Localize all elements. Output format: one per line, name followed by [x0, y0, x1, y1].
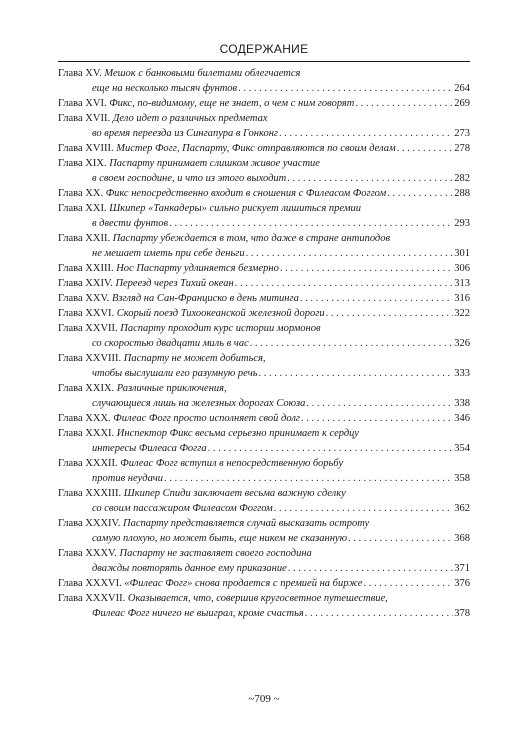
chapter-page-number: 346 [454, 413, 470, 424]
dot-leader [235, 276, 454, 291]
chapter-page-number: 362 [454, 503, 470, 514]
chapter-title: «Филеас Фогг» снова продается с премией на бирже [124, 578, 363, 589]
chapter-page-number: 306 [454, 263, 470, 274]
toc-entry [58, 321, 470, 351]
toc-entry [58, 411, 470, 426]
toc-entry [58, 426, 470, 456]
chapter-title: Паспарту принимает слишком живое участие [109, 158, 320, 169]
toc-entry-line [58, 426, 470, 441]
dot-leader [259, 366, 454, 381]
toc-entry [58, 156, 470, 186]
chapter-page-number: 313 [454, 278, 470, 289]
chapter-title: Фикс, по-видимому, еще не знает, о чем с ним говорят [109, 98, 355, 109]
chapter-title: Инспектор Фикс весьма серьезно принимает к сердцу [116, 428, 359, 439]
chapter-label: Глава XXXV. [58, 548, 117, 559]
dot-leader [279, 126, 453, 141]
toc-entry-line [58, 456, 470, 471]
page-number: ~709 ~ [248, 693, 280, 705]
toc-entry [58, 141, 470, 156]
chapter-page-number: 316 [454, 293, 470, 304]
chapter-title: Дело идет о различных предметах [112, 113, 268, 124]
dot-leader [246, 246, 454, 261]
chapter-label: Глава XX. [58, 188, 104, 199]
chapter-page-number: 338 [454, 398, 470, 409]
chapter-page-number: 278 [454, 143, 470, 154]
chapter-label: Глава XXIX. [58, 383, 115, 394]
chapter-title: со своим пассажиром Филеасом Фоггом [92, 503, 273, 514]
chapter-page-number: 368 [454, 533, 470, 544]
toc-entry [58, 276, 470, 291]
chapter-label: Глава XXI. [58, 203, 107, 214]
dot-leader [387, 186, 453, 201]
toc-entry-line [58, 336, 470, 351]
toc-entry-line [58, 516, 470, 531]
page-title: СОДЕРЖАНИЕ [219, 42, 309, 56]
toc-entry-line [58, 306, 470, 321]
toc-entry [58, 576, 470, 591]
chapter-label: Глава XXVI. [58, 308, 115, 319]
chapter-title: Паспарту убеждается в том, что даже в стране антиподов [112, 233, 391, 244]
chapter-page-number: 371 [454, 563, 470, 574]
chapter-title: Паспарту проходит курс истории мормонов [120, 323, 321, 334]
toc-entry-line [58, 126, 470, 141]
chapter-page-number: 358 [454, 473, 470, 484]
chapter-label: Глава XXXVII. [58, 593, 126, 604]
chapter-title: Мешок с банковыми билетами облегчается [104, 68, 301, 79]
chapter-title: Паспарту представляется случай высказать остроту [123, 518, 370, 529]
toc-entry-line [58, 546, 470, 561]
chapter-title: чтобы выслушали его разумную речь [92, 368, 258, 379]
chapter-label: Глава XVIII. [58, 143, 114, 154]
dot-leader [250, 336, 454, 351]
dot-leader [208, 441, 454, 456]
chapter-label: Глава XXXI. [58, 428, 115, 439]
chapter-label: Глава XXX. [58, 413, 111, 424]
dot-leader [169, 216, 453, 231]
toc-entry-line [58, 81, 470, 96]
chapter-title: интересы Филеаса Фогга [92, 443, 207, 454]
dot-leader [274, 501, 454, 516]
dot-leader [397, 141, 454, 156]
chapter-title: в своем господине, и что из этого выходит [92, 173, 287, 184]
dot-leader [326, 306, 454, 321]
toc-entry-line [58, 591, 470, 606]
chapter-title: Шкипер Спиди заключает весьма важную сделку [123, 488, 346, 499]
chapter-title: Филеас Фогг вступил в непосредственную борьбу [120, 458, 344, 469]
toc-entry-line [58, 171, 470, 186]
chapter-title: Филеас Фогг ничего не выиграл, кроме счастья [92, 608, 304, 619]
table-of-contents [58, 66, 470, 621]
chapter-title: Паспарту не может добиться, [123, 353, 266, 364]
dot-leader [363, 576, 453, 591]
chapter-title: Взгляд на Сан-Франциско в день митинга [111, 293, 299, 304]
toc-entry-line [58, 231, 470, 246]
toc-entry-line [58, 576, 470, 591]
chapter-label: Глава XXXIV. [58, 518, 121, 529]
chapter-label: Глава XXII. [58, 233, 111, 244]
toc-entry [58, 591, 470, 621]
dot-leader [301, 411, 453, 426]
toc-entry-line [58, 186, 470, 201]
chapter-label: Глава XXIV. [58, 278, 113, 289]
toc-entry [58, 516, 470, 546]
toc-entry [58, 456, 470, 486]
chapter-title: Паспарту не заставляет своего господина [119, 548, 312, 559]
chapter-label: Глава XXIII. [58, 263, 114, 274]
chapter-label: Глава XXVIII. [58, 353, 122, 364]
toc-entry-line [58, 201, 470, 216]
chapter-title: Нос Паспарту удлиняется безмерно [116, 263, 279, 274]
toc-entry-line [58, 156, 470, 171]
toc-entry-line [58, 381, 470, 396]
dot-leader [238, 81, 453, 96]
dot-leader [305, 606, 454, 621]
chapter-page-number: 322 [454, 308, 470, 319]
toc-entry-line [58, 291, 470, 306]
toc-entry-line [58, 216, 470, 231]
toc-entry-line [58, 111, 470, 126]
chapter-label: Глава XVI. [58, 98, 107, 109]
toc-entry [58, 306, 470, 321]
chapter-label: Глава XIX. [58, 158, 107, 169]
toc-entry-line [58, 501, 470, 516]
chapter-page-number: 354 [454, 443, 470, 454]
chapter-title: случающиеся лишь на железных дорогах Союза [92, 398, 306, 409]
dot-leader [306, 396, 453, 411]
toc-entry-line [58, 366, 470, 381]
toc-entry [58, 261, 470, 276]
chapter-title: не мешает иметь при себе деньги [92, 248, 245, 259]
chapter-label: Глава XXV. [58, 293, 110, 304]
chapter-label: Глава XXXII. [58, 458, 118, 469]
chapter-page-number: 301 [454, 248, 470, 259]
chapter-title: Фикс непосредственно входит в сношения с Филеасом Фоггом [105, 188, 387, 199]
chapter-label: Глава XXVII. [58, 323, 118, 334]
toc-entry-line [58, 276, 470, 291]
toc-entry [58, 546, 470, 576]
chapter-title: в двести фунтов [92, 218, 169, 229]
dot-leader [355, 96, 453, 111]
chapter-label: Глава XXXVI. [58, 578, 122, 589]
toc-entry-line [58, 351, 470, 366]
chapter-title: Переезд через Тихий океан [115, 278, 234, 289]
toc-entry [58, 186, 470, 201]
toc-entry-line [58, 606, 470, 621]
chapter-page-number: 282 [454, 173, 470, 184]
toc-entry [58, 96, 470, 111]
toc-entry [58, 351, 470, 381]
toc-entry-line [58, 561, 470, 576]
chapter-label: Глава XVII. [58, 113, 111, 124]
toc-entry-line [58, 396, 470, 411]
chapter-title: Шкипер «Танкадеры» сильно рискует лишиться премии [109, 203, 361, 214]
chapter-page-number: 288 [454, 188, 470, 199]
toc-entry [58, 201, 470, 231]
toc-entry-line [58, 246, 470, 261]
chapter-page-number: 293 [454, 218, 470, 229]
chapter-label: Глава XV. [58, 68, 102, 79]
chapter-page-number: 273 [454, 128, 470, 139]
chapter-title: Скорый поезд Тихоокеанской железной дороги [116, 308, 325, 319]
chapter-page-number: 333 [454, 368, 470, 379]
toc-entry [58, 291, 470, 306]
chapter-title: Мистер Фогг, Паспарту, Фикс отправляются по своим делам [116, 143, 396, 154]
chapter-title: Различные приключения, [116, 383, 227, 394]
toc-entry-line [58, 486, 470, 501]
chapter-title: во время переезда из Сингапура в Гонконг [92, 128, 279, 139]
dot-leader [348, 531, 453, 546]
toc-entry-line [58, 66, 470, 81]
toc-entry-line [58, 531, 470, 546]
toc-entry-line [58, 141, 470, 156]
chapter-title: против неудачи [92, 473, 163, 484]
toc-entry [58, 66, 470, 96]
toc-entry [58, 111, 470, 141]
chapter-page-number: 264 [454, 83, 470, 94]
toc-entry-line [58, 441, 470, 456]
toc-entry [58, 231, 470, 261]
dot-leader [288, 561, 454, 576]
toc-entry [58, 486, 470, 516]
chapter-title: самую плохую, но может быть, еще никем не сказанную [92, 533, 347, 544]
chapter-page-number: 378 [454, 608, 470, 619]
toc-entry-line [58, 471, 470, 486]
toc-entry-line [58, 411, 470, 426]
toc-entry [58, 381, 470, 411]
header-rule [58, 61, 470, 62]
chapter-page-number: 376 [454, 578, 470, 589]
toc-entry-line [58, 321, 470, 336]
dot-leader [300, 291, 453, 306]
chapter-label: Глава XXXIII. [58, 488, 122, 499]
chapter-page-number: 269 [454, 98, 470, 109]
chapter-title: Оказывается, что, совершив кругосветное путешествие, [127, 593, 388, 604]
chapter-title: еще на несколько тысяч фунтов [92, 83, 238, 94]
chapter-title: дважды повторять данное ему приказание [92, 563, 287, 574]
dot-leader [164, 471, 453, 486]
chapter-title: Филеас Фогг просто исполняет свой долг [113, 413, 300, 424]
dot-leader [280, 261, 453, 276]
toc-entry-line [58, 96, 470, 111]
chapter-page-number: 326 [454, 338, 470, 349]
chapter-title: со скоростью двадцати миль в час [92, 338, 249, 349]
dot-leader [287, 171, 453, 186]
toc-entry-line [58, 261, 470, 276]
